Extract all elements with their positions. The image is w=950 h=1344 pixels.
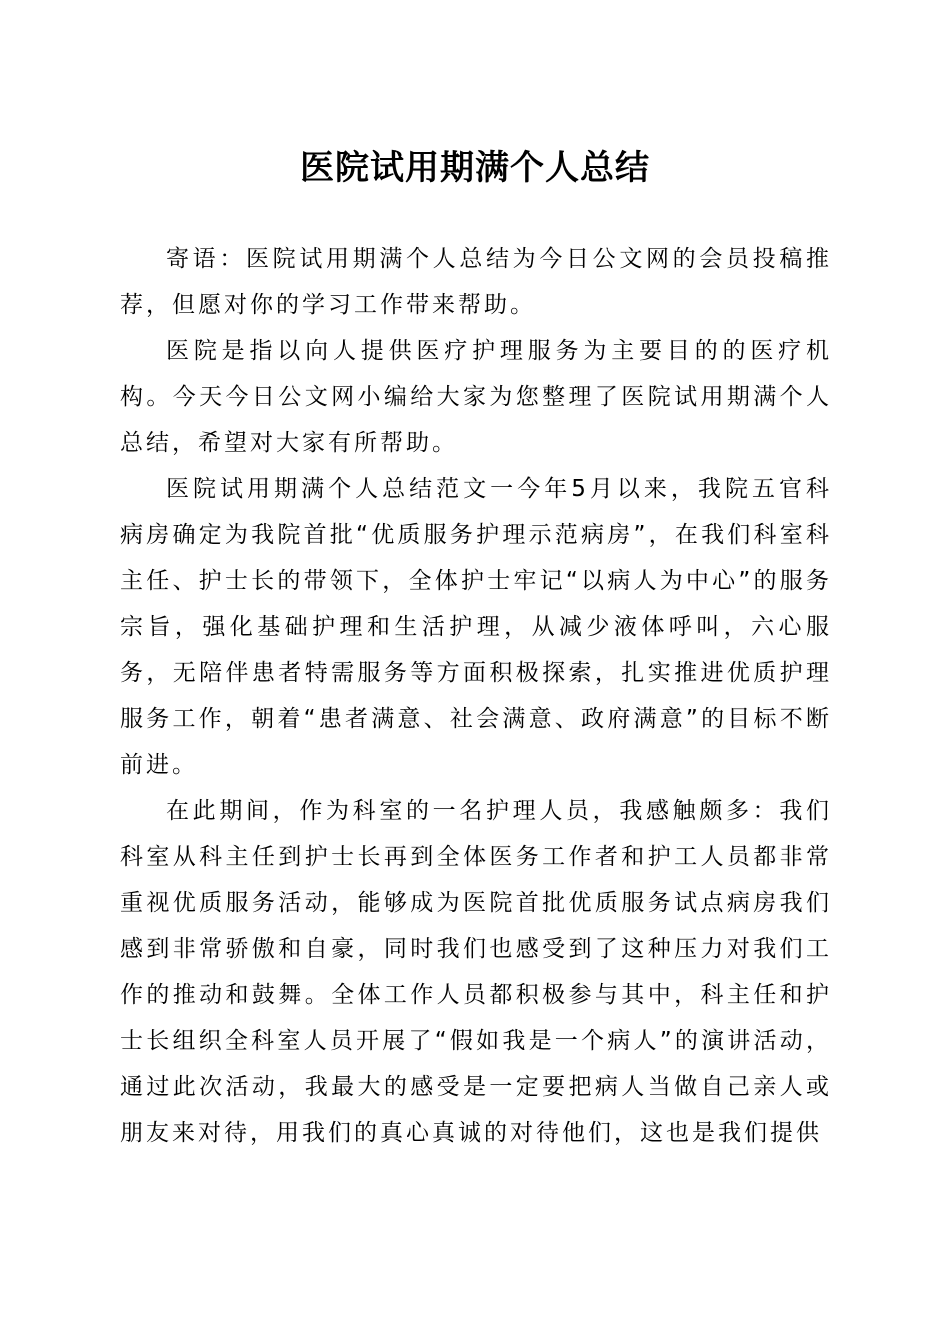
paragraph-reflection: 在此期间，作为科室的一名护理人员，我感触颇多：我们科室从科主任到护士长再到全体医务工作者和护工人员都非常重视优质服务活动，能够成为医院首批优质服务试点病房我们感到非常骄傲和自豪，同时我们也感受到了这种压力对我们工作的推动和鼓舞。全体工作人员都积极参与其中，科主任和护士长组织全科室人员开展了“假如我是一个病人”的演讲活动，通过此次活动，我最大的感受是一定要把病人当做自己亲人或朋友来对待，用我们的真心真诚的对待他们，这也是我们提供 — [120, 798, 832, 1146]
paragraph-intro: 医院是指以向人提供医疗护理服务为主要目的的医疗机构。今天今日公文网小编给大家为您整理了医院试用期满个人总结，希望对大家有所帮助。 — [120, 338, 832, 456]
paragraph-sample-opening: 医院试用期满个人总结范文一今年5月以来，我院五官科病房确定为我院首批“优质服务护理示范病房”，在我们科室科主任、护士长的带领下，全体护士牢记“以病人为中心”的服务宗旨，强化基础护理和生活护理，从减少液体呼叫，六心服务，无陪伴患者特需服务等方面积极探索，扎实推进优质护理服务工作，朝着“患者满意、社会满意、政府满意”的目标不断前进。 — [120, 476, 832, 778]
document-title: 医院试用期满个人总结 — [300, 148, 650, 188]
document-body — [120, 236, 832, 1156]
paragraph-foreword: 寄语：医院试用期满个人总结为今日公文网的会员投稿推荐，但愿对你的学习工作带来帮助。 — [120, 246, 832, 318]
